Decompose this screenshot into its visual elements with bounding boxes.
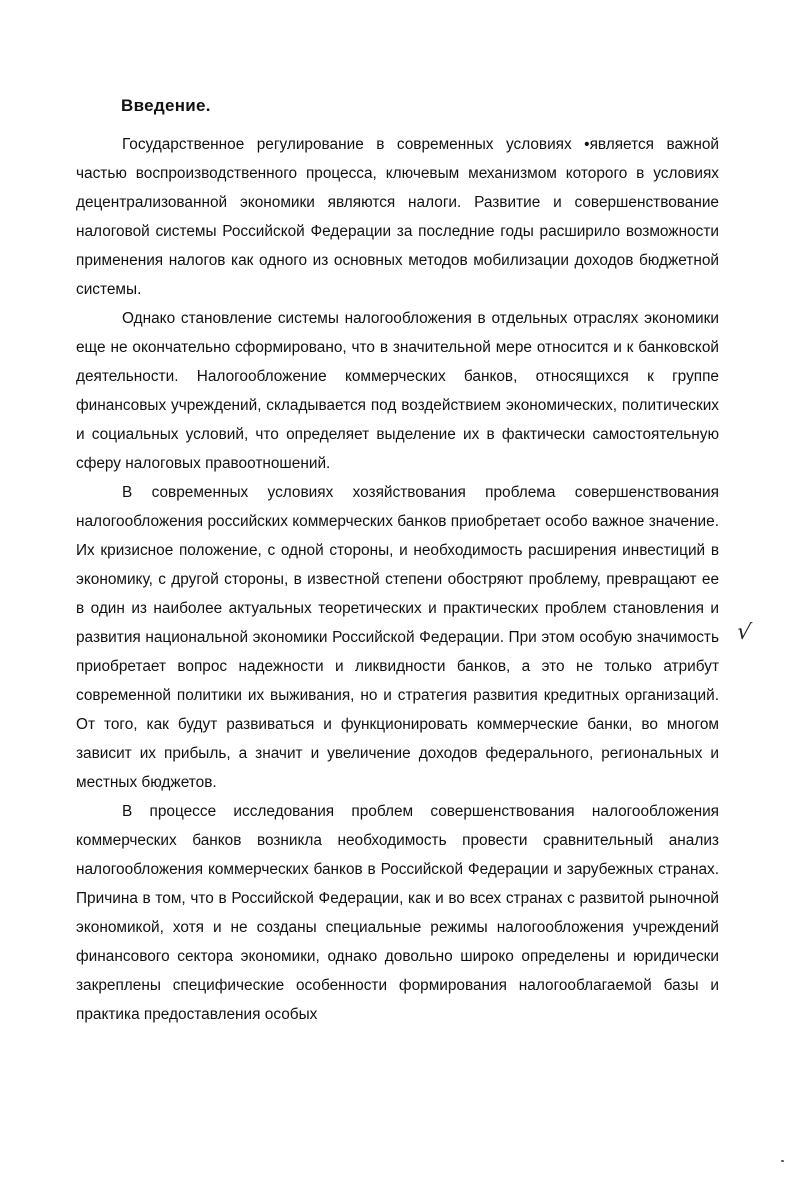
- paragraph-1: Государственное регулирование в современных условиях •является важной частью воспроизводственного процесса, ключевым механизмом которого в условиях децентрализованной экономики являются налоги. Развитие и совершенствование налоговой системы Российской Федерации за последние годы расширило возможности применения налогов как одного из основных методов мобилизации доходов бюджетной системы.: [76, 136, 719, 298]
- paragraph-3: В современных условиях хозяйствования проблема совершенствования налогообложения российских коммерческих банков приобретает особо важное значение. Их кризисное положение, с одной стороны, и необходимость расширения инвестиций в экономику, с другой стороны, в известной степени обостряют проблему, превращают ее в один из наиболее актуальных теоретических и практических проблем становления и развития национальной экономики Российской Федерации. При этом особую значимость приобретает вопрос надежности и ликвидности банков, а это не только атрибут современной политики их выживания, но и стратегия развития кредитных организаций. От того, как будут развиваться и функционировать коммерческие банки, во многом зависит их прибыль, а значит и увеличение доходов федерального, региональных и местных бюджетов.: [76, 484, 719, 791]
- paragraph-2: Однако становление системы налогообложения в отдельных отраслях экономики еще не окончательно сформировано, что в значительной мере относится и к банковской деятельности. Налогообложение коммерческих банков, относящихся к группе финансовых учреждений, складывается под воздействием экономических, политических и социальных условий, что определяет выделение их в фактически самостоятельную сферу налоговых правоотношений.: [76, 310, 719, 472]
- body-text: [76, 130, 719, 1029]
- section-heading: Введение.: [121, 96, 211, 115]
- paragraph-4: В процессе исследования проблем совершенствования налогообложения коммерческих банков возникла необходимость провести сравнительный анализ налогообложения коммерческих банков в Российской Федерации и зарубежных странах. Причина в том, что в Российской Федерации, как и во всех странах с развитой рыночной экономикой, хотя и не созданы специальные режимы налогообложения учреждений финансового сектора экономики, однако довольно широко определены и юридически закреплены специфические особенности формирования налогооблагаемой базы и практика предоставления особых: [76, 803, 719, 1023]
- scan-speck: [781, 1160, 784, 1162]
- margin-checkmark-icon: √: [735, 619, 753, 646]
